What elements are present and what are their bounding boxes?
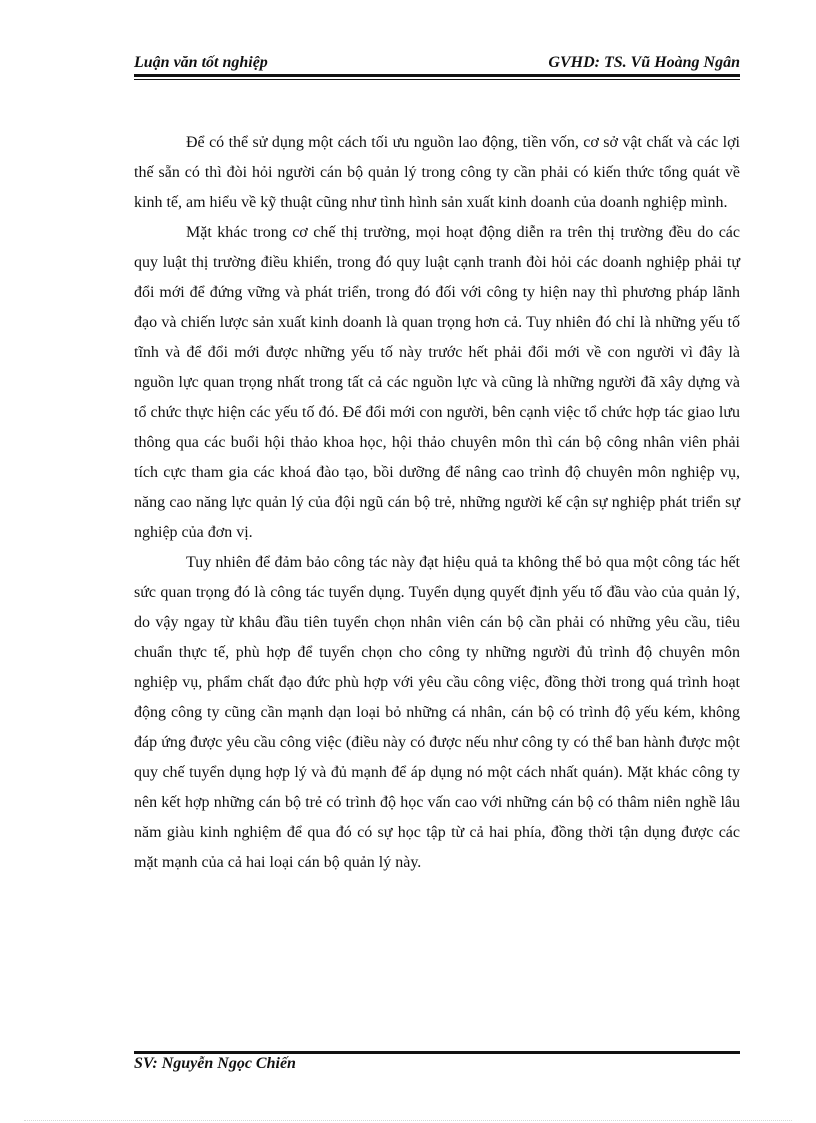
header-divider-thin bbox=[134, 79, 740, 80]
paragraph: Để có thể sử dụng một cách tối ưu nguồn lao động, tiền vốn, cơ sở vật chất và các lợi thế sẵn có thì đòi hỏi người cán bộ quản lý trong công ty cần phải có kiến thức tổng quát về kinh tế, am hiểu về kỹ thuật cũng như tình hình sản xuất kinh doanh của doanh nghiệp mình. bbox=[134, 134, 740, 211]
page-header bbox=[134, 46, 740, 72]
document-body bbox=[134, 128, 740, 878]
student-name: SV: Nguyễn Ngọc Chiến bbox=[134, 1055, 296, 1072]
footer-divider bbox=[134, 1051, 740, 1054]
thesis-title: Luận văn tốt nghiệp bbox=[134, 54, 268, 71]
paragraph: Tuy nhiên để đảm bảo công tác này đạt hiệu quả ta không thể bỏ qua một công tác hết sức quan trọng đó là công tác tuyển dụng. Tuyển dụng quyết định yếu tố đầu vào của quản lý, do vậy ngay từ khâu đầu tiên tuyển chọn nhân viên cán bộ cần phải có những yêu cầu, tiêu chuẩn thực tế, phù hợp để tuyển chọn cho công ty những người đủ trình độ chuyên môn nghiệp vụ, phẩm chất đạo đức phù hợp với yêu cầu công việc, đồng thời trong quá trình hoạt động công ty cũng cần mạnh dạn loại bỏ những cá nhân, cán bộ có trình độ yếu kém, không đáp ứng được yêu cầu công việc (điều này có được nếu như công ty có thể ban hành được một quy chế tuyển dụng hợp lý và đủ mạnh để áp dụng nó một cách nhất quán). Mặt khác công ty nên kết hợp những cán bộ trẻ có trình độ học vấn cao với những cán bộ có thâm niên nghề lâu năm giàu kinh nghiệm để qua đó có sự học tập từ cả hai phía, đồng thời tận dụng được các mặt mạnh của cả hai loại cán bộ quản lý này. bbox=[134, 554, 740, 871]
supervisor-name: GVHD: TS. Vũ Hoàng Ngân bbox=[548, 54, 740, 71]
header-divider bbox=[134, 74, 740, 77]
page-edge-line bbox=[24, 1120, 792, 1121]
paragraph: Mặt khác trong cơ chế thị trường, mọi hoạt động diễn ra trên thị trường đều do các quy luật thị trường điều khiển, trong đó quy luật cạnh tranh đòi hỏi các doanh nghiệp phải tự đổi mới để đứng vững và phát triển, trong đó đối với công ty hiện nay thì phương pháp lãnh đạo và chiến lược sản xuất kinh doanh là quan trọng hơn cả. Tuy nhiên đó chỉ là những yếu tố tĩnh và để đổi mới được những yếu tố này trước hết phải đổi mới về con người vì đây là nguồn lực quan trọng nhất trong tất cả các nguồn lực và cũng là những người đã xây dựng và tổ chức thực hiện các yếu tố đó. Để đổi mới con người, bên cạnh việc tổ chức hợp tác giao lưu thông qua các buổi hội thảo khoa học, hội thảo chuyên môn thì cán bộ công nhân viên phải tích cực tham gia các khoá đào tạo, bồi dưỡng để nâng cao trình độ chuyên môn nghiệp vụ, năng cao năng lực quản lý của đội ngũ cán bộ trẻ, những người kế cận sự nghiệp phát triển sự nghiệp của đơn vị. bbox=[134, 224, 740, 541]
